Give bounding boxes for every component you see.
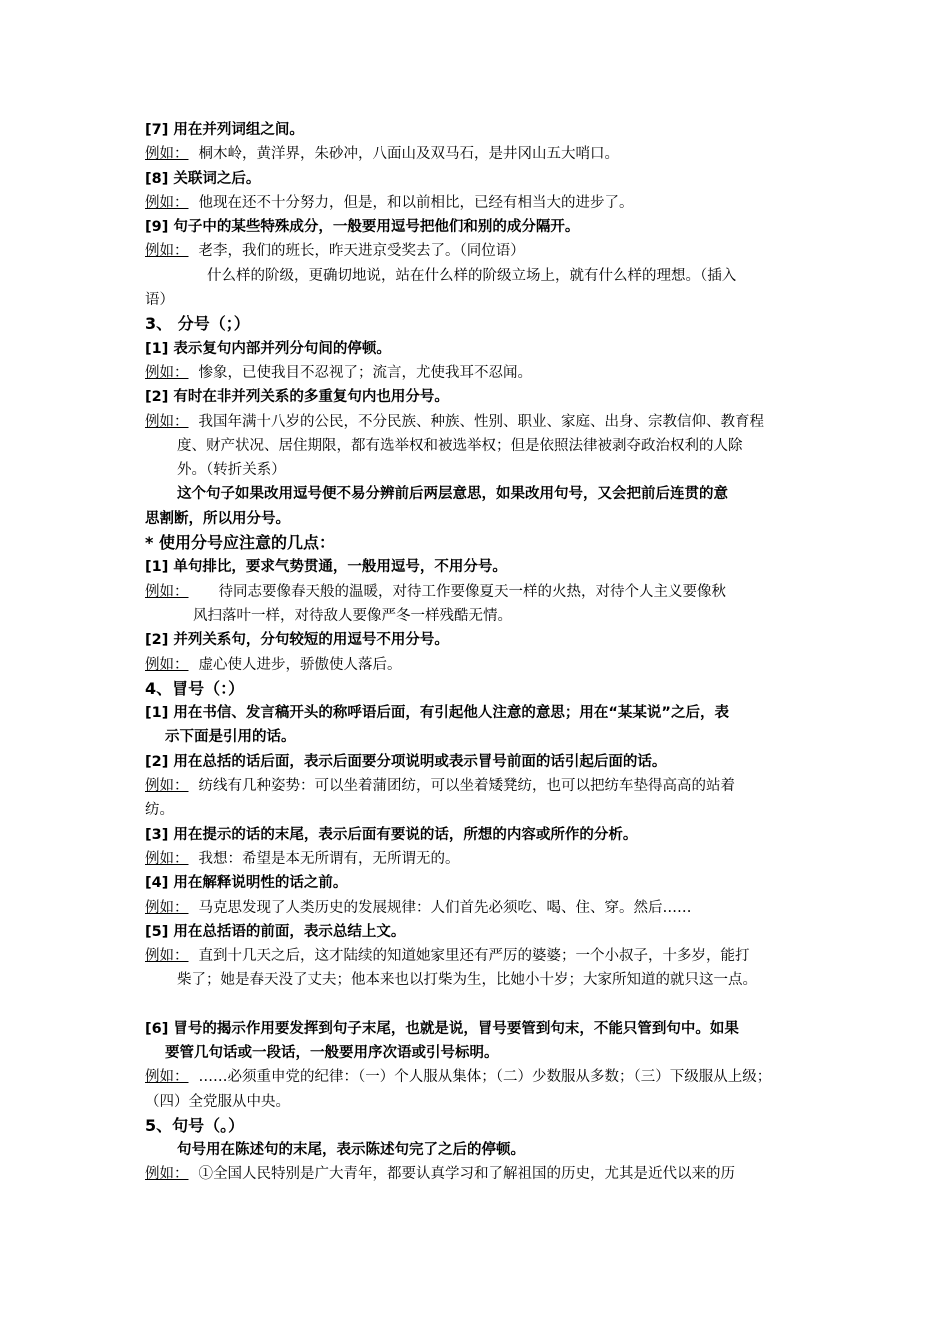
example-label: 例如： — [145, 243, 189, 260]
example-label: 例如： — [145, 146, 189, 163]
example-text: 柴了；她是春天没了丈夫；他本来也以打柴为生，比她小十岁；大家所知道的就只这一点。 — [177, 972, 757, 989]
example-line — [145, 944, 825, 968]
example-text: 纺。 — [145, 802, 174, 819]
rule-line: [2] 有时在非并列关系的多重复句内也用分号。 — [145, 389, 449, 406]
rule-line: [6] 冒号的揭示作用要发挥到句子末尾，也就是说，冒号要管到句末，不能只管到句中。如果 — [145, 1020, 739, 1037]
example-text: 什么样的阶级，更确切地说，站在什么样的阶级立场上，就有什么样的理想。（插入 — [207, 267, 737, 284]
rule-line: [8] 关联词之后。 — [145, 170, 261, 187]
example-line — [145, 896, 825, 920]
example-line — [145, 142, 825, 166]
section-heading: 3、 分号（；） — [145, 314, 250, 334]
example-line — [145, 1162, 825, 1186]
example-text: ……必须重申党的纪律：（一）个人服从集体；（二）少数服从多数；（三）下级服从上级； — [198, 1069, 772, 1086]
example-line — [145, 580, 825, 604]
example-text: 他现在还不十分努力，但是，和以前相比，已经有相当大的进步了。 — [198, 194, 634, 211]
rule-line: [2] 用在总括的话后面，表示后面要分项说明或表示冒号前面的话引起后面的话。 — [145, 753, 667, 770]
rule-line: [2] 并列关系句，分句较短的用逗号不用分号。 — [145, 632, 449, 649]
example-text: 语） — [145, 292, 174, 309]
example-text: 虚心使人进步，骄傲使人落后。 — [198, 656, 402, 673]
example-text: 度、财产状况、居住期限，都有选举权和被选举权；但是依照法律被剥夺政治权利的人除 — [177, 437, 743, 454]
rule-line: [1] 单句排比，要求气势贯通，一般用逗号，不用分号。 — [145, 559, 507, 576]
example-text: 风扫落叶一样，对待敌人要像严冬一样残酷无情。 — [193, 607, 512, 624]
example-label: 例如： — [145, 850, 189, 867]
example-text: 外。（转折关系） — [177, 462, 286, 479]
example-line — [145, 410, 825, 434]
rule-line: [3] 用在提示的话的末尾，表示后面有要说的话，所想的内容或所作的分析。 — [145, 826, 638, 843]
example-line — [145, 361, 825, 385]
section-heading: 4、冒号（：） — [145, 678, 245, 698]
rule-line: [4] 用在解释说明性的话之前。 — [145, 875, 348, 892]
rule-line: [9] 句子中的某些特殊成分，一般要用逗号把他们和别的成分隔开。 — [145, 219, 580, 236]
section-heading: 5、句号（。） — [145, 1115, 245, 1135]
example-text: 老李，我们的班长，昨天进京受奖去了。（同位语） — [198, 243, 525, 260]
rule-line: 要管几句话或一段话，一般要用序次语或引号标明。 — [165, 1044, 499, 1061]
example-text: 桐木岭，黄洋界，朱砂冲，八面山及双马石，是井冈山五大哨口。 — [198, 146, 619, 163]
example-label: 例如： — [145, 364, 189, 381]
example-label: 例如： — [145, 778, 189, 795]
example-text: 纺线有几种姿势：可以坐着蒲团纺，可以坐着矮凳纺，也可以把纺车垫得高高的站着 — [198, 778, 735, 795]
example-label: 例如： — [145, 194, 189, 211]
rule-line: 示下面是引用的话。 — [165, 729, 296, 746]
example-text: 我国年满十八岁的公民，不分民族、种族、性别、职业、家庭、出身、宗教信仰、教育程 — [198, 413, 764, 430]
example-line — [145, 239, 825, 263]
example-line — [145, 191, 825, 215]
example-text: ①全国人民特别是广大青年，都要认真学习和了解祖国的历史，尤其是近代以来的历 — [198, 1166, 735, 1183]
example-text: 我想：希望是本无所谓有，无所谓无的。 — [198, 850, 460, 867]
example-line — [145, 847, 825, 871]
example-line — [145, 653, 825, 677]
explanation-text: 思割断，所以用分号。 — [145, 510, 290, 527]
example-label: 例如： — [145, 1166, 189, 1183]
example-label: 例如： — [145, 583, 189, 600]
rule-line: [5] 用在总括语的前面，表示总结上文。 — [145, 923, 406, 940]
example-text: 待同志要像春天般的温暖，对待工作要像夏天一样的火热，对待个人主义要像秋 — [218, 583, 726, 600]
example-label: 例如： — [145, 656, 189, 673]
example-label: 例如： — [145, 413, 189, 430]
example-line — [145, 774, 825, 798]
rule-line: 句号用在陈述句的末尾，表示陈述句完了之后的停顿。 — [177, 1142, 525, 1159]
example-line — [145, 1065, 825, 1089]
example-text: 惨象，已使我目不忍视了；流言，尤使我耳不忍闻。 — [198, 364, 532, 381]
example-label: 例如： — [145, 1069, 189, 1086]
document-page — [145, 118, 825, 1187]
rule-line: [1] 表示复句内部并列分句间的停顿。 — [145, 340, 391, 357]
example-label: 例如： — [145, 948, 189, 965]
rule-line: [1] 用在书信、发言稿开头的称呼语后面，有引起他人注意的意思；用在“某某说”之后，表 — [145, 705, 729, 722]
example-text: 马克思发现了人类历史的发展规律：人们首先必须吃、喝、住、穿。然后…… — [198, 899, 692, 916]
section-heading: * 使用分号应注意的几点： — [145, 533, 335, 553]
example-label: 例如： — [145, 899, 189, 916]
example-text: （四）全党服从中央。 — [145, 1093, 290, 1110]
example-text: 直到十几天之后，这才陆续的知道她家里还有严厉的婆婆；一个小叔子，十多岁，能打 — [198, 948, 750, 965]
explanation-text: 这个句子如果改用逗号便不易分辨前后两层意思，如果改用句号，又会把前后连贯的意 — [177, 486, 728, 503]
blank-line — [145, 993, 825, 1017]
rule-line: [7] 用在并列词组之间。 — [145, 122, 304, 138]
